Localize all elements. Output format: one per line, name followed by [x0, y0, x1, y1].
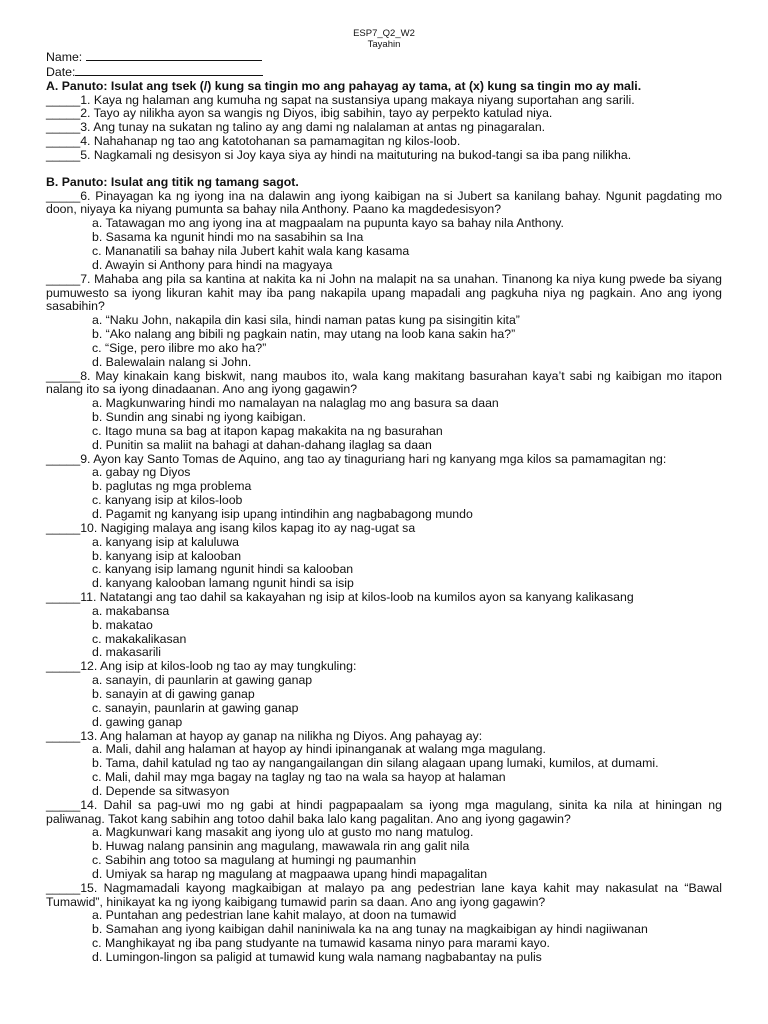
answer-option: c. kanyang isip at kilos-loob [92, 493, 243, 508]
statement-item [46, 121, 722, 135]
answer-option: a. gabay ng Diyos [92, 465, 191, 480]
question-block [46, 591, 722, 660]
question-text: 6. Pinayagan ka ng iyong ina na dalawin ang iyong kaibigan na si Jubert sa kanilang bahay. Ngunit pagdating mo doon, niyaya ka niyang pumunta sa bahay nila Anthony. Paano ka magdedesisyon? [46, 188, 722, 217]
answer-option: b. “Ako nalang ang bibili ng pagkain natin, may utang na loob kana sakin ha?” [92, 327, 516, 342]
answer-blank[interactable]: _____ [46, 188, 81, 203]
answer-option: c. Mananatili sa bahay nila Jubert kahit wala kang kasama [92, 243, 410, 258]
answer-option: c. sanayin, paunlarin at gawing ganap [92, 700, 299, 715]
answer-option: b. paglutas ng mga problema [92, 479, 252, 494]
part-a-items [46, 94, 722, 163]
answer-option: c. Manghikayat ng iba pang studyante na tumawid kasama ninyo para marami kayo. [92, 936, 550, 951]
answer-option: a. sanayin, di paunlarin at gawing ganap [92, 673, 313, 688]
statement-text: 2. Tayo ay nilikha ayon sa wangis ng Diyos, ibig sabihin, tayo ay perpekto katulad niya. [80, 106, 553, 121]
question-stem [46, 882, 722, 910]
answer-blank[interactable]: _____ [46, 797, 81, 812]
answer-option: c. kanyang isip lamang ngunit hindi sa kalooban [92, 562, 354, 577]
answer-option: d. Awayin si Anthony para hindi na magyaya [92, 257, 333, 272]
question-block [46, 882, 722, 965]
part-a-instruction: A. Panuto: Isulat ang tsek (/) kung sa tingin mo ang pahayag ay tama, at (x) kung sa tingin mo ay mali. [46, 78, 642, 93]
answer-option: b. kanyang isip at kalooban [92, 548, 242, 563]
answer-option: d. Depende sa sitwasyon [92, 783, 230, 798]
answer-option: b. Tama, dahil katulad ng tao ay nangangailangan din silang alagaan upang lumaki, kumilos, at dumami. [92, 756, 659, 771]
question-stem [46, 453, 722, 467]
question-text: 7. Mahaba ang pila sa kantina at nakita ka ni John na malapit na sa unahan. Tinanong ka niya kung pwede ba siyang pumuwesto sa iyong likuran kahit may iba pang nakapila upang mapadali ang pagkuha niya ng pagkain. Ano ang iyong sasabihin? [46, 271, 722, 314]
question-text: 10. Nagiging malaya ang isang kilos kapag ito ay nag-ugat sa [80, 520, 416, 535]
answer-blank[interactable]: _____ [46, 659, 81, 674]
question-text: 14. Dahil sa pag-uwi mo ng gabi at hindi pagpapaalam sa iyong mga magulang, sinita ka nila at hiningan ng paliwanag. Takot kang sabihin ang totoo dahil baka lalo kang pagalitan. Ano ang iyong gagawin? [46, 797, 722, 826]
answer-option: c. Itago muna sa bag at itapon kapag makakita na ng basurahan [92, 423, 443, 438]
answer-option: a. Tatawagan mo ang iyong ina at magpaalam na pupunta kayo sa bahay nila Anthony. [92, 216, 564, 231]
quiz-page [46, 28, 722, 965]
answer-option: c. Sabihin ang totoo sa magulang at humingi ng paumanhin [92, 853, 417, 868]
answer-option: b. sanayin at di gawing ganap [92, 686, 255, 701]
answer-blank[interactable]: _____ [46, 880, 81, 895]
answer-option: c. makakalikasan [92, 631, 187, 646]
statement-text: 1. Kaya ng halaman ang kumuha ng sapat na sustansiya upang makaya niyang suportahan ang sarili. [80, 92, 635, 107]
answer-option: a. “Naku John, nakapila din kasi sila, hindi naman patas kung pa sisingitin kita” [92, 313, 520, 328]
answer-option: a. Magkunwari kang masakit ang iyong ulo at gusto mo nang matulog. [92, 825, 474, 840]
answer-option: d. Lumingon-lingon sa paligid at tumawid kung wala namang nagbabantay na pulis [92, 950, 542, 964]
date-blank-line[interactable] [75, 65, 263, 76]
question-stem [46, 370, 722, 398]
answer-option: c. Mali, dahil may mga bagay na taglay ng tao na wala sa hayop at halaman [92, 770, 506, 785]
question-block [46, 370, 722, 453]
answer-blank[interactable]: _____ [46, 590, 81, 605]
answer-option: b. Sundin ang sinabi ng iyong kaibigan. [92, 410, 306, 425]
statement-item [46, 135, 722, 149]
answer-option: d. Umiyak sa harap ng magulang at magpaawa upang hindi mapagalitan [92, 866, 488, 881]
answer-blank[interactable]: _____ [46, 106, 81, 121]
question-text: 12. Ang isip at kilos-loob ng tao ay may tungkuling: [80, 659, 357, 674]
answer-option: b. makatao [92, 617, 153, 632]
statement-item [46, 94, 722, 108]
answer-option: a. Mali, dahil ang halaman at hayop ay hindi ipinanganak at walang mga magulang. [92, 742, 546, 757]
answer-blank[interactable]: _____ [46, 451, 81, 466]
question-stem [46, 190, 722, 218]
name-blank-line[interactable] [86, 50, 262, 61]
part-b-instruction: B. Panuto: Isulat ang titik ng tamang sagot. [46, 174, 299, 189]
question-block [46, 799, 722, 882]
statement-item [46, 107, 722, 121]
answer-option: b. Samahan ang iyong kaibigan dahil naniniwala ka na ang tunay na magkaibigan ay hindi nagiiwanan [92, 922, 648, 937]
question-text: 15. Nagmamadali kayong magkaibigan at malayo pa ang pedestrian lane kaya kahit may nakasulat na “Bawal Tumawid”, hinikayat ka ng iyong kaibigang tumawid parin sa daan. Ano ang iyong gagawin? [46, 880, 722, 909]
question-stem [46, 522, 722, 536]
statement-text: 5. Nagkamali ng desisyon si Joy kaya siya ay hindi na maituturing na bukod-tangi sa iba pang nilikha. [80, 147, 632, 162]
answer-option: c. “Sige, pero ilibre mo ako ha?” [92, 340, 267, 355]
answer-option: d. Balewalain nalang si John. [92, 354, 252, 369]
date-label: Date: [46, 64, 76, 79]
question-block [46, 453, 722, 522]
question-stem [46, 730, 722, 744]
answer-blank[interactable]: _____ [46, 92, 81, 107]
name-field [46, 50, 722, 65]
answer-option: d. Punitin sa maliit na bahagi at dahan-dahang ilaglag sa daan [92, 437, 432, 452]
statement-text: 3. Ang tunay na sukatan ng talino ay ang dami ng nalalaman at antas ng pinagaralan. [80, 120, 546, 135]
name-label: Name: [46, 50, 83, 64]
answer-option: d. gawing ganap [92, 714, 183, 729]
statement-item [46, 149, 722, 163]
question-stem [46, 660, 722, 674]
answer-blank[interactable]: _____ [46, 728, 81, 743]
question-block [46, 660, 722, 729]
answer-option: a. makabansa [92, 603, 170, 618]
answer-option: a. Puntahan ang pedestrian lane kahit malayo, at doon na tumawid [92, 908, 457, 923]
question-text: 9. Ayon kay Santo Tomas de Aquino, ang tao ay tinaguriang hari ng kanyang mga kilos sa pamamagitan ng: [80, 451, 667, 466]
question-text: 11. Natatangi ang tao dahil sa kakayahan ng isip at kilos-loob na kumilos ayon sa kanyang kalikasang [80, 590, 634, 605]
answer-blank[interactable]: _____ [46, 147, 81, 162]
answer-option: b. Sasama ka ngunit hindi mo na sasabihin sa Ina [92, 230, 364, 245]
answer-blank[interactable]: _____ [46, 134, 81, 149]
answer-option: d. Pagamit ng kanyang isip upang intindihin ang nagbabagong mundo [92, 507, 473, 521]
question-text: 8. May kinakain kang biskwit, nang maubos ito, wala kang makitang basurahan kaya’t sabi ng kaibigan mo itapon nalang ito sa iyong dinadaanan. Ano ang iyong gagawin? [46, 368, 722, 397]
question-block [46, 273, 722, 370]
answer-blank[interactable]: _____ [46, 520, 81, 535]
answer-blank[interactable]: _____ [46, 271, 81, 286]
question-block [46, 522, 722, 591]
document-subtitle: Tayahin [367, 39, 401, 50]
part-b-questions [46, 190, 722, 965]
answer-blank[interactable]: _____ [46, 368, 81, 383]
answer-option: a. kanyang isip at kaluluwa [92, 534, 239, 549]
answer-option: d. makasarili [92, 645, 162, 660]
answer-blank[interactable]: _____ [46, 120, 81, 135]
question-stem [46, 799, 722, 827]
date-field [46, 65, 722, 80]
question-block [46, 190, 722, 273]
document-code: ESP7_Q2_W2 [353, 28, 415, 39]
answer-option: d. kanyang kalooban lamang ngunit hindi sa isip [92, 576, 354, 591]
question-stem [46, 273, 722, 315]
question-block [46, 730, 722, 799]
answer-option: b. Huwag nalang pansinin ang magulang, mawawala rin ang galit nila [92, 839, 470, 854]
statement-text: 4. Nahahanap ng tao ang katotohanan sa pamamagitan ng kilos-loob. [80, 134, 461, 149]
question-text: 13. Ang halaman at hayop ay ganap na nilikha ng Diyos. Ang pahayag ay: [80, 728, 483, 743]
question-stem [46, 591, 722, 605]
answer-option: a. Magkunwaring hindi mo namalayan na nalaglag mo ang basura sa daan [92, 396, 499, 411]
